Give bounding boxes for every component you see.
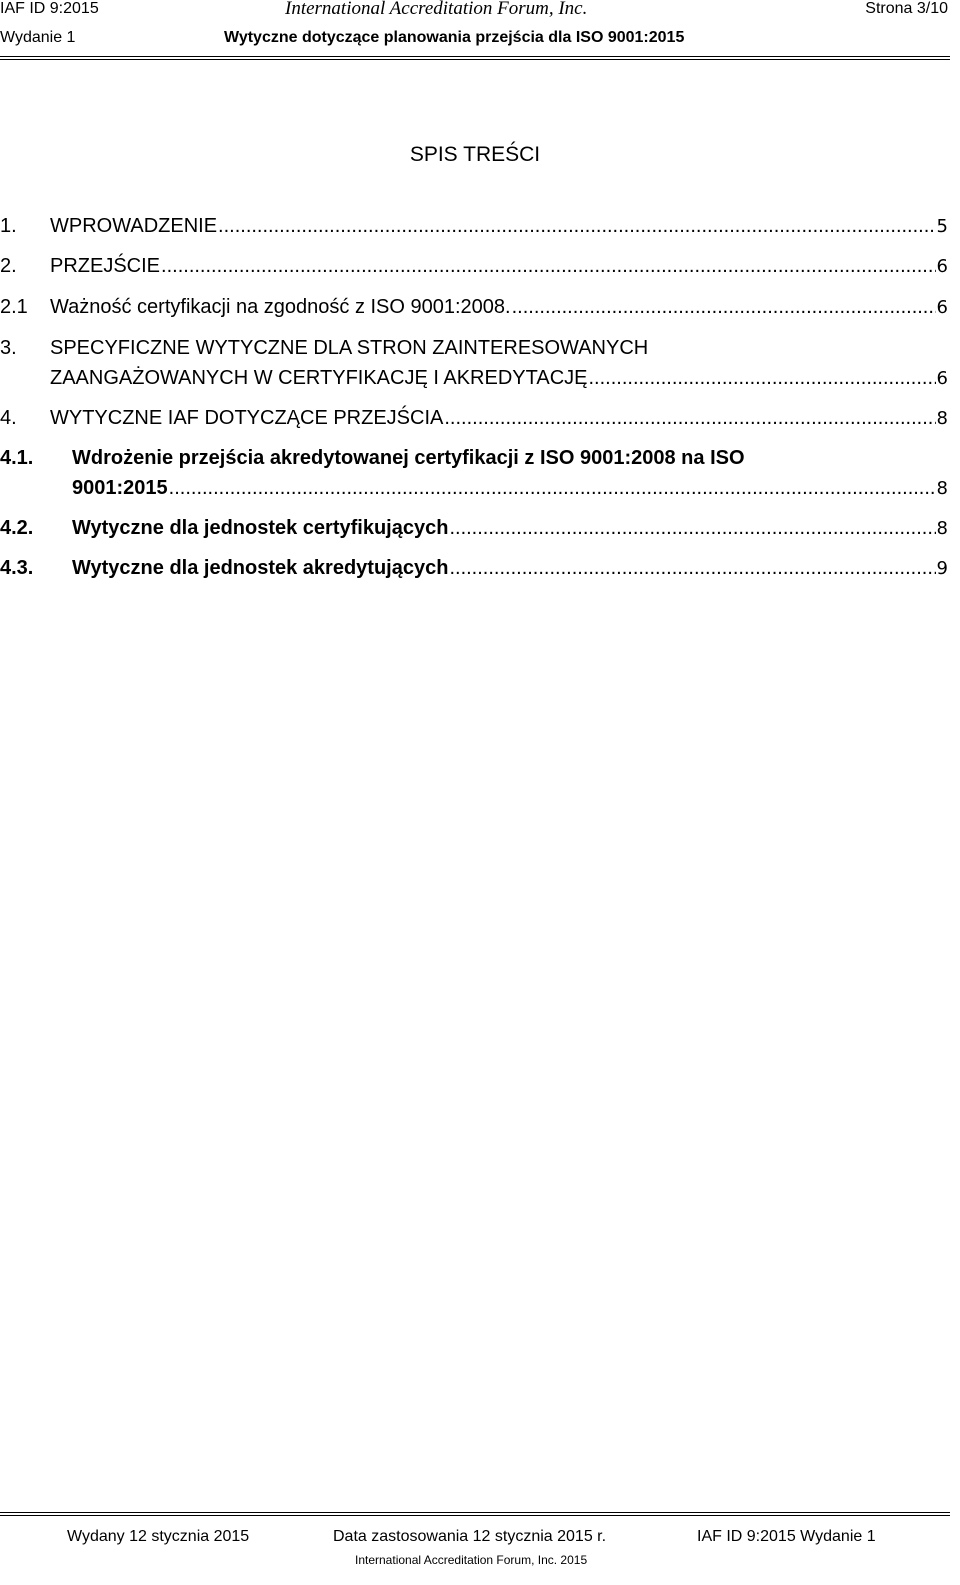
toc-leader	[588, 367, 935, 390]
toc-entry-2[interactable]	[0, 255, 948, 281]
toc-entry-page: 6	[936, 256, 948, 277]
toc-entry-number: 3.	[0, 337, 17, 359]
toc-leader	[449, 557, 935, 580]
toc-entry-1[interactable]	[0, 215, 948, 241]
toc-entry-title-cont: 9001:2015	[72, 477, 168, 499]
footer-rule-thin	[0, 1515, 950, 1516]
toc-entry-title-cont: ZAANGAŻOWANYCH W CERTYFIKACJĘ I AKREDYTACJĘ	[50, 367, 588, 389]
toc-entry-page: 6	[936, 368, 948, 389]
footer-doc-ref: IAF ID 9:2015 Wydanie 1	[697, 1528, 876, 1545]
toc-entry-page: 8	[936, 478, 948, 499]
toc-entry-number: 4.1.	[0, 447, 34, 469]
header-issue: Wydanie 1	[0, 29, 76, 46]
toc-entry-number: 4.3.	[0, 557, 34, 579]
toc-entry-title: Wytyczne dla jednostek akredytujących	[72, 557, 449, 579]
toc-entry-page: 9	[936, 558, 948, 579]
toc-entry-title: WYTYCZNE IAF DOTYCZĄCE PRZEJŚCIA	[50, 407, 444, 429]
toc-leader	[218, 215, 936, 238]
toc-entry-4-1-line1[interactable]	[0, 447, 745, 470]
footer-rule	[0, 1512, 950, 1513]
toc-entry-title: PRZEJŚCIE	[50, 255, 161, 277]
toc-entry-4-3[interactable]	[0, 557, 948, 583]
header-org: International Accreditation Forum, Inc.	[285, 0, 588, 19]
toc-entry-number: 1.	[0, 215, 17, 237]
footer-issued: Wydany 12 stycznia 2015	[67, 1528, 250, 1545]
toc-entry-page: 8	[936, 518, 948, 539]
footer-copyright: International Accreditation Forum, Inc. 2015	[355, 1553, 588, 1567]
toc-entry-page: 6	[936, 297, 948, 318]
toc-entry-3-line1[interactable]	[0, 337, 648, 360]
header-rule	[0, 56, 950, 57]
header-doc-id: IAF ID 9:2015	[0, 0, 99, 17]
toc-entry-number: 2.	[0, 255, 17, 277]
toc-entry-title: Ważność certyfikacji na zgodność z ISO 9001:2008.	[50, 296, 511, 318]
toc-entry-title: Wdrożenie przejścia akredytowanej certyfikacji z ISO 9001:2008 na ISO	[72, 447, 745, 469]
toc-entry-4-2[interactable]	[0, 517, 948, 543]
header-page-label: Strona 3/10	[865, 0, 948, 17]
toc-leader	[512, 296, 936, 319]
toc-entry-number: 2.1	[0, 296, 28, 318]
toc-title: SPIS TREŚCI	[409, 143, 541, 166]
toc-entry-3[interactable]	[0, 367, 948, 393]
toc-entry-number: 4.2.	[0, 517, 34, 539]
toc-entry-page: 8	[936, 408, 948, 429]
toc-entry-4[interactable]	[0, 407, 948, 433]
toc-entry-title: Wytyczne dla jednostek certyfikujących	[72, 517, 449, 539]
toc-leader	[444, 407, 935, 430]
toc-entry-number: 4.	[0, 407, 17, 429]
toc-entry-title: WPROWADZENIE	[50, 215, 218, 237]
toc-leader	[161, 255, 936, 278]
toc-leader	[169, 477, 936, 500]
toc-leader	[449, 517, 935, 540]
toc-entry-2-1[interactable]	[0, 296, 948, 322]
header-doc-title: Wytyczne dotyczące planowania przejścia dla ISO 9001:2015	[224, 29, 685, 46]
toc-entry-4-1[interactable]	[0, 477, 948, 503]
toc-entry-title: SPECYFICZNE WYTYCZNE DLA STRON ZAINTERESOWANYCH	[50, 337, 649, 359]
header-rule-thin	[0, 59, 950, 60]
footer-applied: Data zastosowania 12 stycznia 2015 r.	[333, 1528, 607, 1545]
toc-entry-page: 5	[936, 216, 948, 237]
